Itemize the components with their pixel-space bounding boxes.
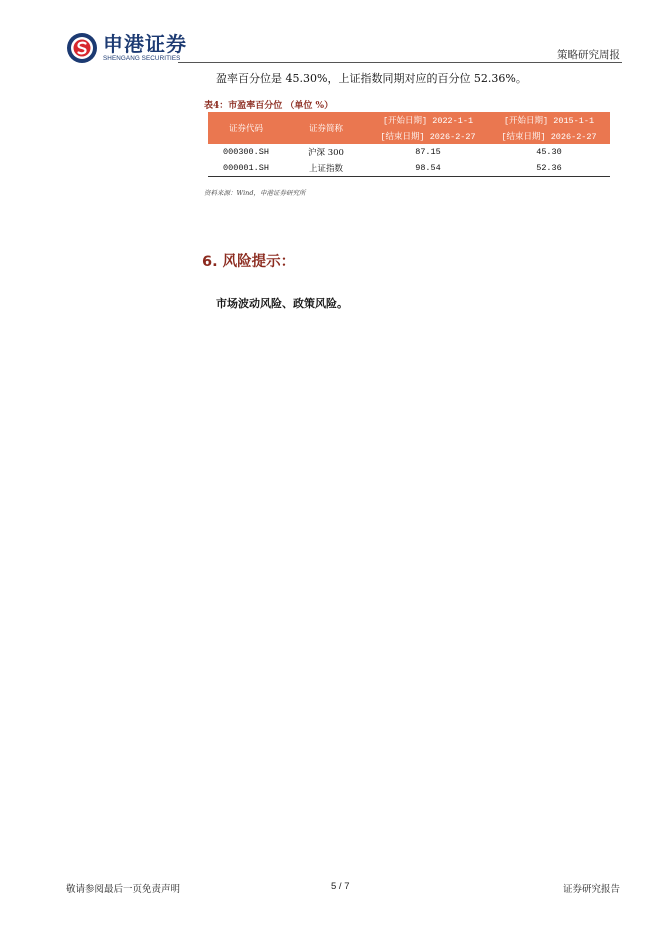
header-name: 证券简称 [284, 112, 368, 144]
logo-english-name: SHENGANG SECURITIES [103, 54, 181, 62]
header-code: 证券代码 [208, 112, 284, 144]
table-row [208, 160, 610, 177]
header-range2-end: [结束日期] 2026-2-27 [488, 128, 610, 144]
header-range2-start: [开始日期] 2015-1-1 [488, 112, 610, 128]
header-divider [178, 62, 622, 63]
cell-code: 000001.SH [208, 160, 284, 177]
data-source-note: 资料来源：Wind，申港证券研究所 [204, 189, 306, 197]
intro-paragraph: 盈率百分位是 45.30%，上证指数同期对应的百分位 52.36%。 [216, 72, 527, 85]
report-category: 证券研究报告 [562, 884, 620, 895]
shengang-logo-icon [66, 32, 98, 64]
cell-name: 沪深 300 [308, 148, 344, 158]
risk-statement: 市场波动风险、政策风险。 [216, 297, 348, 310]
table-title: 表4：市盈率百分位 （单位 %） [204, 101, 334, 111]
logo-chinese-name: 申港证券 [103, 31, 187, 56]
page-number: 5 / 7 [331, 881, 350, 892]
cell-value-range2: 45.30 [536, 147, 562, 157]
cell-value-range2: 52.36 [488, 160, 610, 177]
cell-code: 000300.SH [223, 147, 269, 157]
cell-value-range1: 98.54 [368, 160, 488, 177]
cell-name: 上证指数 [284, 160, 368, 177]
report-type-label: 策略研究周报 [557, 49, 620, 61]
pe-percentile-table [208, 112, 610, 177]
disclaimer-note: 敬请参阅最后一页免责声明 [66, 884, 181, 895]
header-range1-end: [结束日期] 2026-2-27 [368, 128, 488, 144]
cell-value-range1: 87.15 [415, 147, 441, 157]
section-heading: 6. 风险提示： [202, 254, 296, 270]
company-logo [66, 32, 187, 64]
header-range1-start: [开始日期] 2022-1-1 [368, 112, 488, 128]
table-row [208, 144, 610, 160]
